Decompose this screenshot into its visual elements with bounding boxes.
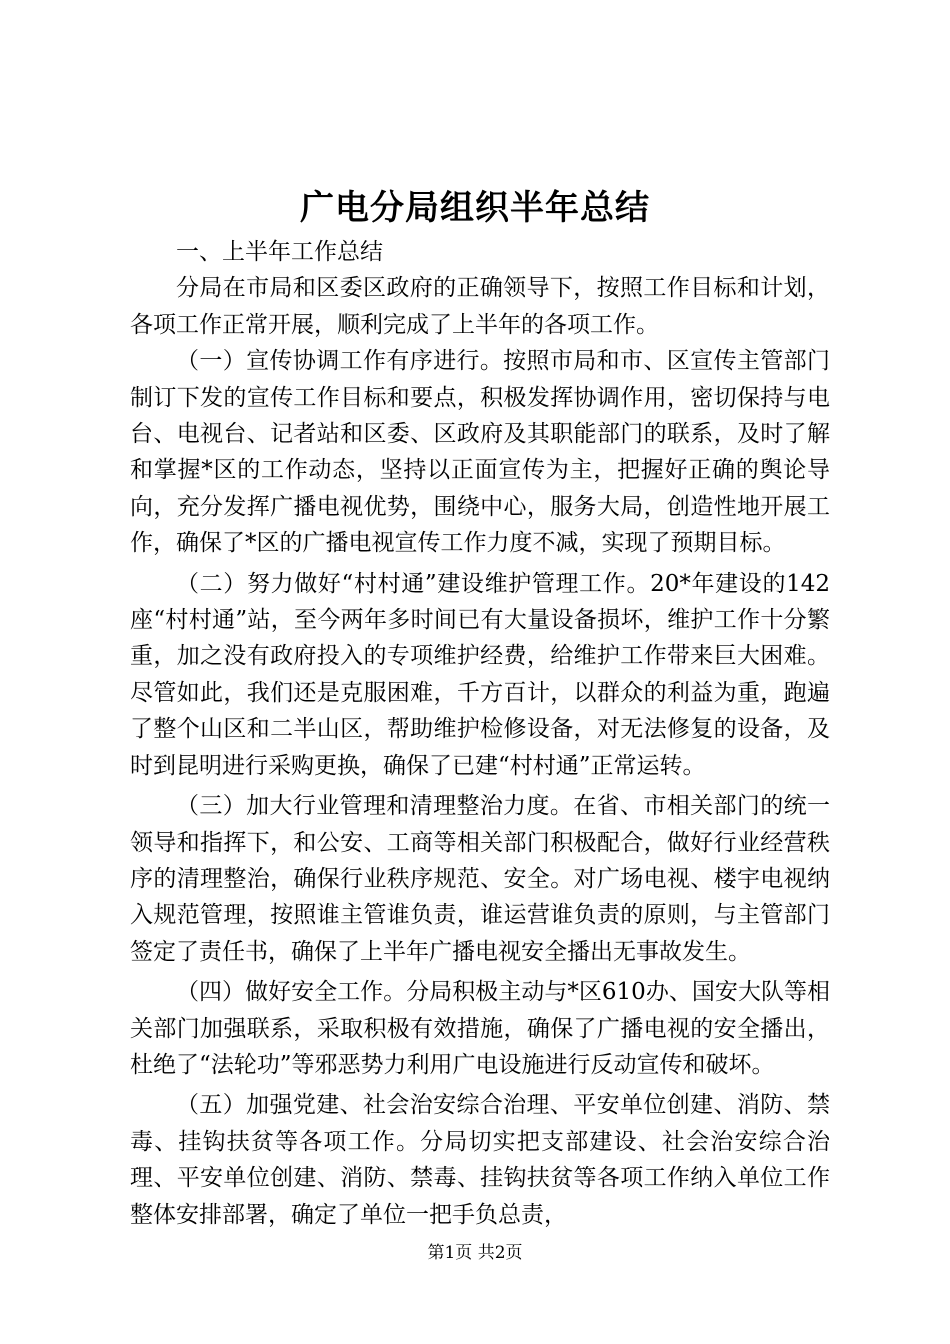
paragraph-safety: （四）做好安全工作。分局积极主动与*区610办、国安大队等相关部门加强联系，采取积极有效措施，确保了广播电视的安全播出，杜绝了“法轮功”等邪恶势力利用广电设施进行反动宣传和破坏。 (130, 979, 830, 1078)
page-number-footer: 第1页 共2页 (427, 1243, 523, 1263)
paragraph-party-building: （五）加强党建、社会治安综合治理、平安单位创建、消防、禁毒、挂钩扶贫等各项工作。分局切实把支部建设、社会治安综合治理、平安单位创建、消防、禁毒、挂钩扶贫等各项工作纳入单位工作整体安排部署，确定了单位一把手负总责， (130, 1092, 830, 1228)
document-body (130, 234, 830, 1233)
paragraph-intro: 分局在市局和区委区政府的正确领导下，按照工作目标和计划，各项工作正常开展，顺利完成了上半年的各项工作。 (130, 275, 830, 338)
section-heading: 一、上半年工作总结 (176, 239, 383, 265)
paragraph-industry-management: （三）加大行业管理和清理整治力度。在省、市相关部门的统一领导和指挥下，和公安、工商等相关部门积极配合，做好行业经营秩序的清理整治，确保行业秩序规范、安全。对广场电视、楼宇电视纳入规范管理，按照谁主管谁负责，谁运营谁负责的原则，与主管部门签定了责任书，确保了上半年广播电视安全播出无事故发生。 (130, 793, 830, 965)
document-title: 广电分局组织半年总结 (300, 188, 650, 228)
paragraph-village-coverage: （二）努力做好“村村通”建设维护管理工作。20*年建设的142座“村村通”站，至今两年多时间已有大量设备损坏，维护工作十分繁重，加之没有政府投入的专项维护经费，给维护工作带来巨大困难。尽管如此，我们还是克服困难，千方百计，以群众的利益为重，跑遍了整个山区和二半山区，帮助维护检修设备，对无法修复的设备，及时到昆明进行采购更换，确保了已建“村村通”正常运转。 (130, 570, 830, 779)
paragraph-publicity: （一）宣传协调工作有序进行。按照市局和市、区宣传主管部门制订下发的宣传工作目标和要点，积极发挥协调作用，密切保持与电台、电视台、记者站和区委、区政府及其职能部门的联系，及时了解和掌握*区的工作动态，坚持以正面宣传为主，把握好正确的舆论导向，充分发挥广播电视优势，围绕中心，服务大局，创造性地开展工作，确保了*区的广播电视宣传工作力度不减，实现了预期目标。 (130, 348, 830, 557)
